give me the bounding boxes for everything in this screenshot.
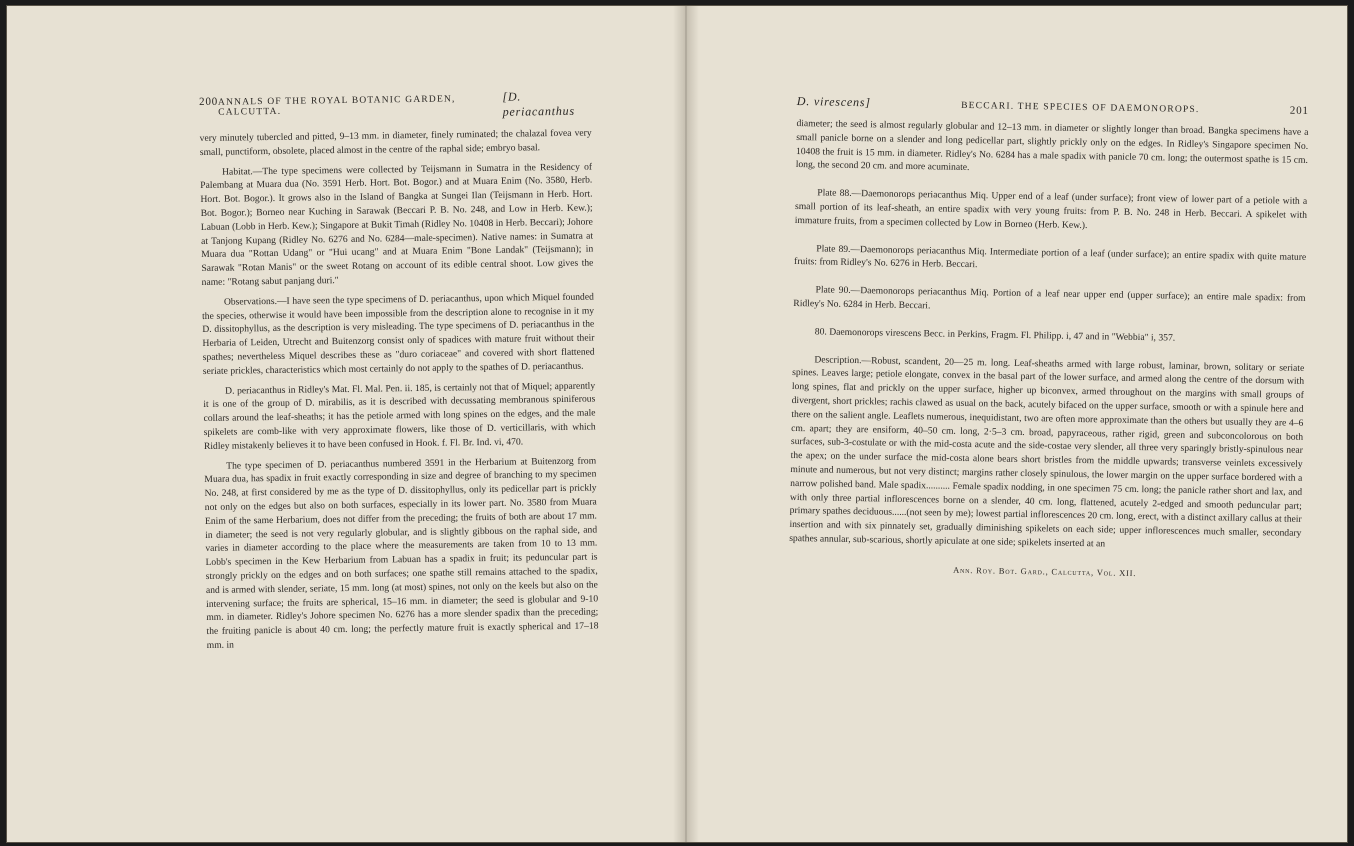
species-80-description: Description.—Robust, scandent, 20—25 m. long. Leaf-sheaths armed with large robust, laminar, brown, solitary or seriate spines. Leaves large; petiole elongate, convex in the basal part of the lower surface, and armed along the centre of the dorsum with long spines, flat and prickly on the upper surface, higher up biconvex, armed throughout on the margins with small groups of divergent, short prickles; rachis clawed as usual on the back, acutely bifaced on the upper surface, smooth or with a spinule here and there on the salient angle. Leaflets numerous, inequidistant, two are often more approximate than the others but usually they are 4–6 cm. apart; they are ensiform, 40–50 cm. long, 2·5–3 cm. broad, papyraceous, rather rigid, green and subconcolorous on both surfaces, sub-3-costulate or with the mid-costa acute and the side-costae very slender, all three very sparingly bristly-spinulous near the apex; on the under surface the mid-costa alone bears short bristles from the middle upwards; transverse veinlets excessively minute and numerous, but not very distinct; margins rather closely spinulous, the lower margin on the upper surface bordered with a narrow polished band. Male spadix.......... Female spadix nodding, in one specimen 75 cm. long; the panicle rather short and lax, and with only three partial inflorescences borne on a slender, 40 cm. long, flattened, acutely 2-edged and smooth peduncular part; primary spathes deciduous......(not seen by me); lowest partial inflorescences 20 cm. long, erect, with a distinct axillary callus at their insertion and with six pinnately set, gradually diminishing spikelets on each side; upper inflorescences much smaller, secondary spathes annular, sub-scarious, shortly apiculate at one side; spikelets inserted at an [789, 353, 1305, 550]
book-spread [6, 5, 1348, 843]
plate-88-caption: Plate 88.—Daemonorops periacanthus Miq. Upper end of a leaf (under surface); front view of lower part of a petiole with a small portion of its leaf-sheath, an entire spadix with very young fruits: from P. B. No. 248 in Herb. Beccari. A spikelet with immature fruits, from a specimen collected by Low in Borneo (Herb. Kew.). [794, 187, 1308, 231]
right-species-tag: D. virescens] [796, 94, 871, 110]
left-running-head [199, 89, 591, 124]
left-page [7, 6, 679, 842]
left-paragraph-observations: Observations.—I have seen the type specimens of D. periacanthus, upon which Miquel founded the species, otherwise it would have been impossible from the description alone to recognise in it my D. dissitophyllus, as the description is very misleading. The type specimens of D. periacanthus in the Herbaria of Leiden, Utrecht and Buitenzorg consist only of spadices with mature fruit without their spathes; nevertheless Miquel describes these as "duro coriaceae" and covered with short flattened seriate prickles, characteristics which most certainly do not apply to the spathes of D. periacanthus. [202, 291, 595, 377]
left-paragraph-ridley: D. periacanthus in Ridley's Mat. Fl. Mal. Pen. ii. 185, is certainly not that of Miquel; apparently it is one of the group of D. mirabilis, as it is described with decussating membranous spiniferous collars around the leaf-sheaths; it has the petiole armed with long spines on the edges, and the male spikelets are comb-like with very approximate flowers, like those of D. verticillaris, with which Ridley mistakenly believes it to have been confused in Hook. f. Fl. Br. Ind. vi, 470. [203, 380, 596, 452]
plate-90-caption: Plate 90.—Daemonorops periacanthus Miq. Portion of a leaf near upper end (upper surface); an entire male spadix: from Ridley's No. 6284 in Herb. Beccari. [793, 284, 1306, 312]
plate-89-caption: Plate 89.—Daemonorops periacanthus Miq. Intermediate portion of a leaf (under surface); an entire spadix with quite mature fruits: from Ridley's No. 6276 in Herb. Beccari. [793, 242, 1307, 271]
right-running-title: BECCARI. THE SPECIES OF DAEMONOROPS. [961, 100, 1200, 116]
left-paragraph-1: very minutely tubercled and pitted, 9–13 mm. in diameter, finely ruminated; the chalazal fovea very small, punctiform, obsolete, placed almost in the centre of the raphal side; embryo basal. [199, 127, 592, 158]
left-species-tag: [D. periacanthus [502, 89, 575, 119]
right-running-head [797, 94, 1309, 118]
left-page-number: 200 [199, 95, 219, 108]
right-page [685, 6, 1349, 842]
right-paragraph-1: diameter; the seed is almost regularly globular and 12–13 mm. in diameter or slightly longer than broad. Bangka specimens have a small panicle borne on a slender and long pedicellar part, slightly prickly only on the edges. In Ridley's Singapore specimen No. 10408 the fruit is 15 mm. in diameter. Ridley's No. 6284 has a male spadix with panicle 70 cm. long; the outermost spathe is 15 cm. long, the second 20 cm. and more acuminate. [795, 117, 1309, 174]
species-80-heading: 80. Daemonorops virescens Becc. in Perkins, Fragm. Fl. Philipp. i, 47 and in "Webbia" i, 357. [814, 326, 1176, 344]
left-paragraph-habitat: Habitat.—The type specimens were collected by Teijsmann in Sumatra in the Residency of Palembang at Muara dua (No. 3591 Herb. Hort. Bot. Bogor.) and at Muara Enim (No. 3580, Herb. Hort. Bot. Bogor.). It grows also in the Island of Bangka at Sungei Ilan (Teijsmann in Herb. Hort. Bot. Bogor.); Borneo near Kuching in Sarawak (Beccari P. B. No. 248, and Low in Herb. Kew.); Labuan (Lobb in Herb. Kew.); Singapore at Bukit Timah (Ridley No. 10408 in Herb. Beccari); Johore at Tanjong Kupang (Ridley No. 6276 and No. 6284—male-specimen). Native names: in Sumatra at Muara dua "Rottan Udang" or "Hui ucang" and at Muara Enim "Bone Landak" (Teijsmann); in Sarawak "Rotan Manis" or the sweet Rotang on account of its edible central shoot. Low gives the name: "Rotang sabut panjang duri." [200, 161, 594, 288]
left-paragraph-type-specimen: The type specimen of D. periacanthus numbered 3591 in the Herbarium at Buitenzorg from Muara dua, has spadix in fruit exactly corresponding in size and degree of branching to my specimen No. 248, at first considered by me as the type of D. dissitophyllus, only its pedicellar part is prickly not only on the edges but also on both surfaces, especially in its lower part. No. 3580 from Muara Enim of the same Herbarium, does not differ from the preceding; the fruits of both are about 17 mm. in diameter; the seed is not very regularly globular, and is slightly gibbous on the raphal side, and varies in diameter according to the place where the measurements are taken from 10 to 13 mm. Lobb's specimen in the Kew Herbarium from Labuan has a spadix in fruit; its peduncular part is strongly prickly on the edges and on both surfaces; one spathe still remains attached to the spadix, and is armed with slender, seriate, 15 mm. long (at most) spines, not only on the keels but also on the intervening surface; the fruits are spherical, 15–16 mm. in diameter; the seed is globular and 9-10 mm. in diameter. Ridley's Johore specimen No. 6276 has a more slender spadix than the preceding; the fruiting panicle is about 40 cm. long; the perfectly mature fruit is exactly spherical and 17–18 mm. in [204, 455, 599, 651]
right-page-number: 201 [1289, 104, 1309, 117]
left-running-title: ANNALS OF THE ROYAL BOTANIC GARDEN, CALCUTTA. [217, 94, 456, 118]
right-page-footer: Ann. Roy. Bot. Gard., Calcutta, Vol. XII. [953, 564, 1137, 578]
